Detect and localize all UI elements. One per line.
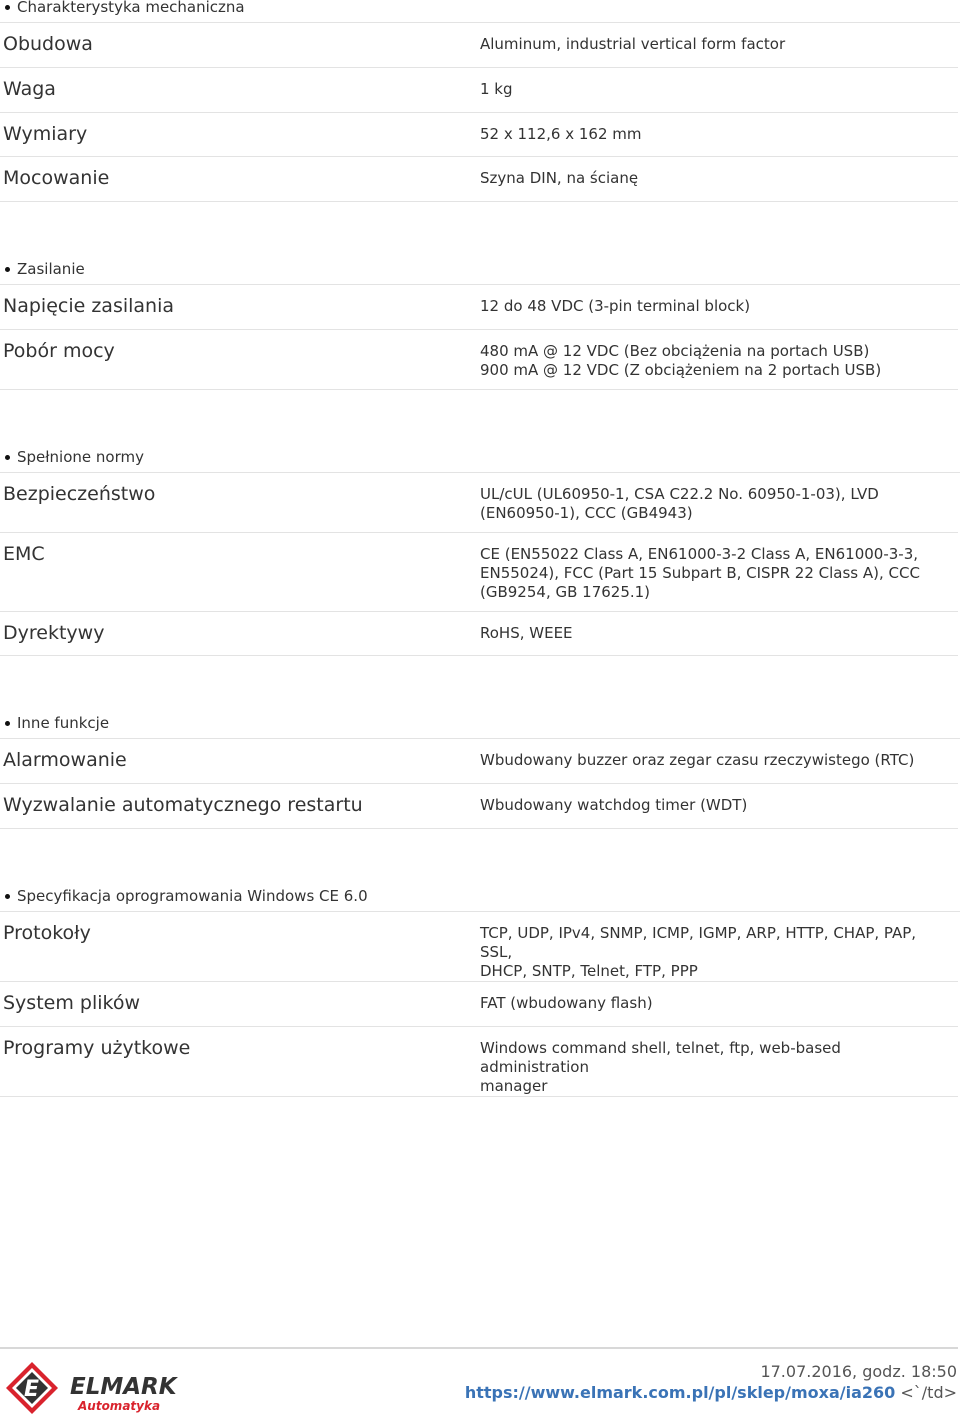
spec-value-line: 480 mA @ 12 VDC (Bez obciążenia na portach USB) [480, 342, 870, 360]
spec-value-line: TCP, UDP, IPv4, SNMP, ICMP, IGMP, ARP, HTTP, CHAP, PAP, SSL, [480, 924, 917, 961]
spec-value-line: (EN60950-1), CCC (GB4943) [480, 504, 693, 522]
spec-table [0, 912, 958, 1097]
spec-value [477, 23, 958, 68]
spec-value [477, 912, 958, 982]
spec-label: Bezpieczeństwo [0, 473, 477, 532]
spec-label: Mocowanie [0, 157, 477, 202]
spec-value-line: Szyna DIN, na ścianę [480, 169, 639, 187]
section-heading [0, 254, 960, 285]
section-title: Charakterystyka mechaniczna [17, 0, 245, 16]
section-power [0, 254, 960, 390]
spec-label: Napięcie zasilania [0, 285, 477, 330]
logo-subtext: Automatyka [78, 1399, 161, 1413]
section-title: Spełnione normy [17, 448, 144, 466]
section-title: Inne funkcje [17, 714, 110, 732]
spec-value [477, 285, 958, 330]
spec-value-line: RoHS, WEEE [480, 623, 573, 642]
logo-letter: E [24, 1377, 40, 1402]
spec-row [0, 532, 958, 611]
spec-value-line: UL/cUL (UL60950-1, CSA C22.2 No. 60950-1-03), LVD [480, 485, 879, 503]
spec-value [477, 784, 958, 829]
section-standards [0, 442, 960, 656]
spec-row [0, 611, 958, 655]
spec-row [0, 784, 958, 829]
spec-value-line: (GB9254, GB 17625.1) [480, 582, 651, 601]
section-title: Zasilanie [17, 260, 85, 278]
spec-value-line: CE (EN55022 Class A, EN61000-3-2 Class A, EN61000-3-3, [480, 544, 919, 563]
section-heading [0, 442, 960, 473]
section-mechanical [0, 0, 960, 202]
spec-value-line: EN55024), FCC (Part 15 Subpart B, CISPR 22 Class A), CCC [480, 563, 920, 582]
spec-table [0, 739, 958, 829]
spec-label: System plików [0, 982, 477, 1027]
spec-value-line: manager [480, 1076, 548, 1095]
footer-url [465, 1383, 957, 1402]
spec-label: EMC [0, 532, 477, 611]
section-heading [0, 708, 960, 739]
spec-label: Wymiary [0, 112, 477, 157]
spec-value-line: Aluminum, industrial vertical form factor [480, 35, 786, 53]
bullet-icon [5, 267, 10, 272]
spec-value-line: 52 x 112,6 x 162 mm [480, 124, 642, 143]
spec-row [0, 285, 958, 330]
spec-value-line: FAT (wbudowany flash) [480, 994, 653, 1012]
spec-value [477, 112, 958, 157]
spec-value-line: DHCP, SNTP, Telnet, FTP, PPP [480, 962, 698, 980]
spec-value [477, 982, 958, 1027]
spec-value-line: Wbudowany buzzer oraz zegar czasu rzeczywistego (RTC) [480, 751, 915, 769]
footer-link[interactable]: https://www.elmark.com.pl/pl/sklep/moxa/ia260 [464, 1383, 896, 1402]
spec-label: Waga [0, 68, 477, 113]
section-title: Specyfikacja oprogramowania Windows CE 6.0 [17, 887, 368, 905]
spec-value [477, 1026, 958, 1096]
spec-row [0, 912, 958, 982]
spec-row [0, 68, 958, 113]
spec-row [0, 982, 958, 1027]
spec-label: Pobór mocy [0, 330, 477, 390]
spec-row [0, 23, 958, 68]
spec-label: Dyrektywy [0, 611, 477, 655]
spec-label: Programy użytkowe [0, 1026, 477, 1096]
bullet-icon [5, 721, 10, 726]
spec-value-line: 12 do 48 VDC (3-pin terminal block) [480, 297, 751, 315]
section-heading [0, 0, 960, 23]
bullet-icon [5, 455, 10, 460]
spec-label: Wyzwalanie automatycznego restartu [0, 784, 477, 829]
spec-table [0, 23, 958, 202]
section-software [0, 881, 960, 1097]
spec-label: Obudowa [0, 23, 477, 68]
spec-value-line: Windows command shell, telnet, ftp, web-based administration [480, 1038, 841, 1076]
spec-value [477, 611, 958, 655]
spec-row [0, 473, 958, 532]
footer-url-suffix: <`/td> [895, 1383, 957, 1402]
spec-row [0, 330, 958, 390]
section-other-features [0, 708, 960, 829]
spec-value [477, 330, 958, 390]
bullet-icon [5, 894, 10, 899]
spec-row [0, 112, 958, 157]
elmark-logo [4, 1360, 189, 1416]
spec-value-line: Wbudowany watchdog timer (WDT) [480, 796, 748, 814]
spec-value [477, 473, 958, 532]
spec-table [0, 285, 958, 390]
spec-value-line: 1 kg [480, 80, 513, 98]
spec-label: Protokoły [0, 912, 477, 982]
spec-row [0, 157, 958, 202]
bullet-icon [5, 5, 10, 10]
spec-value [477, 532, 958, 611]
logo-wordmark: ELMARK [70, 1374, 177, 1400]
footer-divider [0, 1347, 958, 1349]
spec-row [0, 739, 958, 784]
spec-table [0, 473, 958, 656]
spec-value [477, 68, 958, 113]
spec-value [477, 157, 958, 202]
spec-label: Alarmowanie [0, 739, 477, 784]
spec-row [0, 1026, 958, 1096]
section-heading [0, 881, 960, 912]
spec-value [477, 739, 958, 784]
footer-date: 17.07.2016, godz. 18:50 [760, 1362, 957, 1381]
spec-value-line: 900 mA @ 12 VDC (Z obciążeniem na 2 portach USB) [480, 361, 882, 379]
